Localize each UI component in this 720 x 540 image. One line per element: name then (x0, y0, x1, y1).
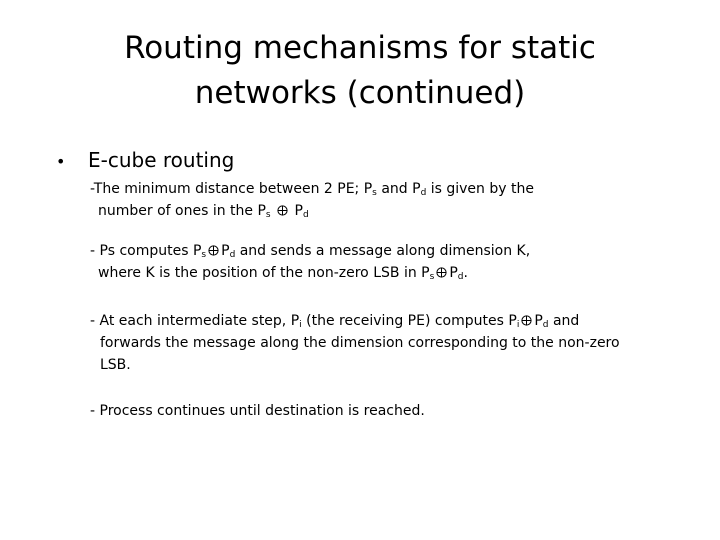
paragraph-ps-computes (90, 240, 530, 284)
title-line-1: Routing mechanisms for static (124, 30, 596, 66)
subscript: s (429, 272, 435, 282)
text-run: - At each intermediate step, P (90, 313, 300, 329)
bullet-marker: • (56, 152, 66, 171)
text-run: - Ps computes P (90, 243, 202, 259)
paragraph-process-continues (90, 400, 425, 422)
bullet-heading: E-cube routing (88, 148, 235, 172)
subscript: s (265, 210, 271, 220)
text-run: (the receiving PE) computes P (301, 313, 517, 329)
title-line-2: networks (continued) (194, 75, 526, 111)
subscript: s (201, 250, 207, 260)
subscript: i (299, 320, 302, 330)
text-run: P (221, 243, 230, 259)
text-run: and (548, 313, 580, 329)
text-run: P (534, 313, 543, 329)
text-run: number of ones in the P (98, 203, 266, 219)
subscript: d (229, 250, 236, 260)
subscript: d (542, 320, 549, 330)
text-run: and P (376, 181, 421, 197)
subscript: d (420, 188, 427, 198)
subscript: d (457, 272, 464, 282)
text-run: where K is the position of the non-zero LSB in P (98, 265, 430, 281)
xor-symbol-icon (436, 267, 447, 278)
subscript: s (372, 188, 377, 198)
paragraph-line (90, 262, 530, 284)
subscript: i (516, 320, 520, 330)
paragraph-line: forwards the message along the dimension corresponding to the non-zero (100, 335, 620, 351)
xor-symbol-icon (521, 315, 532, 326)
text-run: and sends a message along dimension K, (235, 243, 531, 259)
xor-symbol-icon (277, 205, 288, 216)
text-run: -The minimum distance between 2 PE; P (90, 181, 373, 197)
paragraph-intermediate-step (90, 310, 620, 376)
text-run: is given by the (426, 181, 534, 197)
paragraph-min-distance (90, 178, 534, 222)
text-run: P (290, 203, 303, 219)
paragraph-line: LSB. (100, 357, 131, 373)
slide-title (60, 26, 660, 116)
text-run: P (449, 265, 458, 281)
text-run: . (463, 265, 468, 281)
xor-symbol-icon (208, 245, 219, 256)
text-run: - Process continues until destination is reached. (90, 403, 425, 419)
subscript: d (302, 210, 309, 220)
paragraph-line (90, 200, 534, 222)
